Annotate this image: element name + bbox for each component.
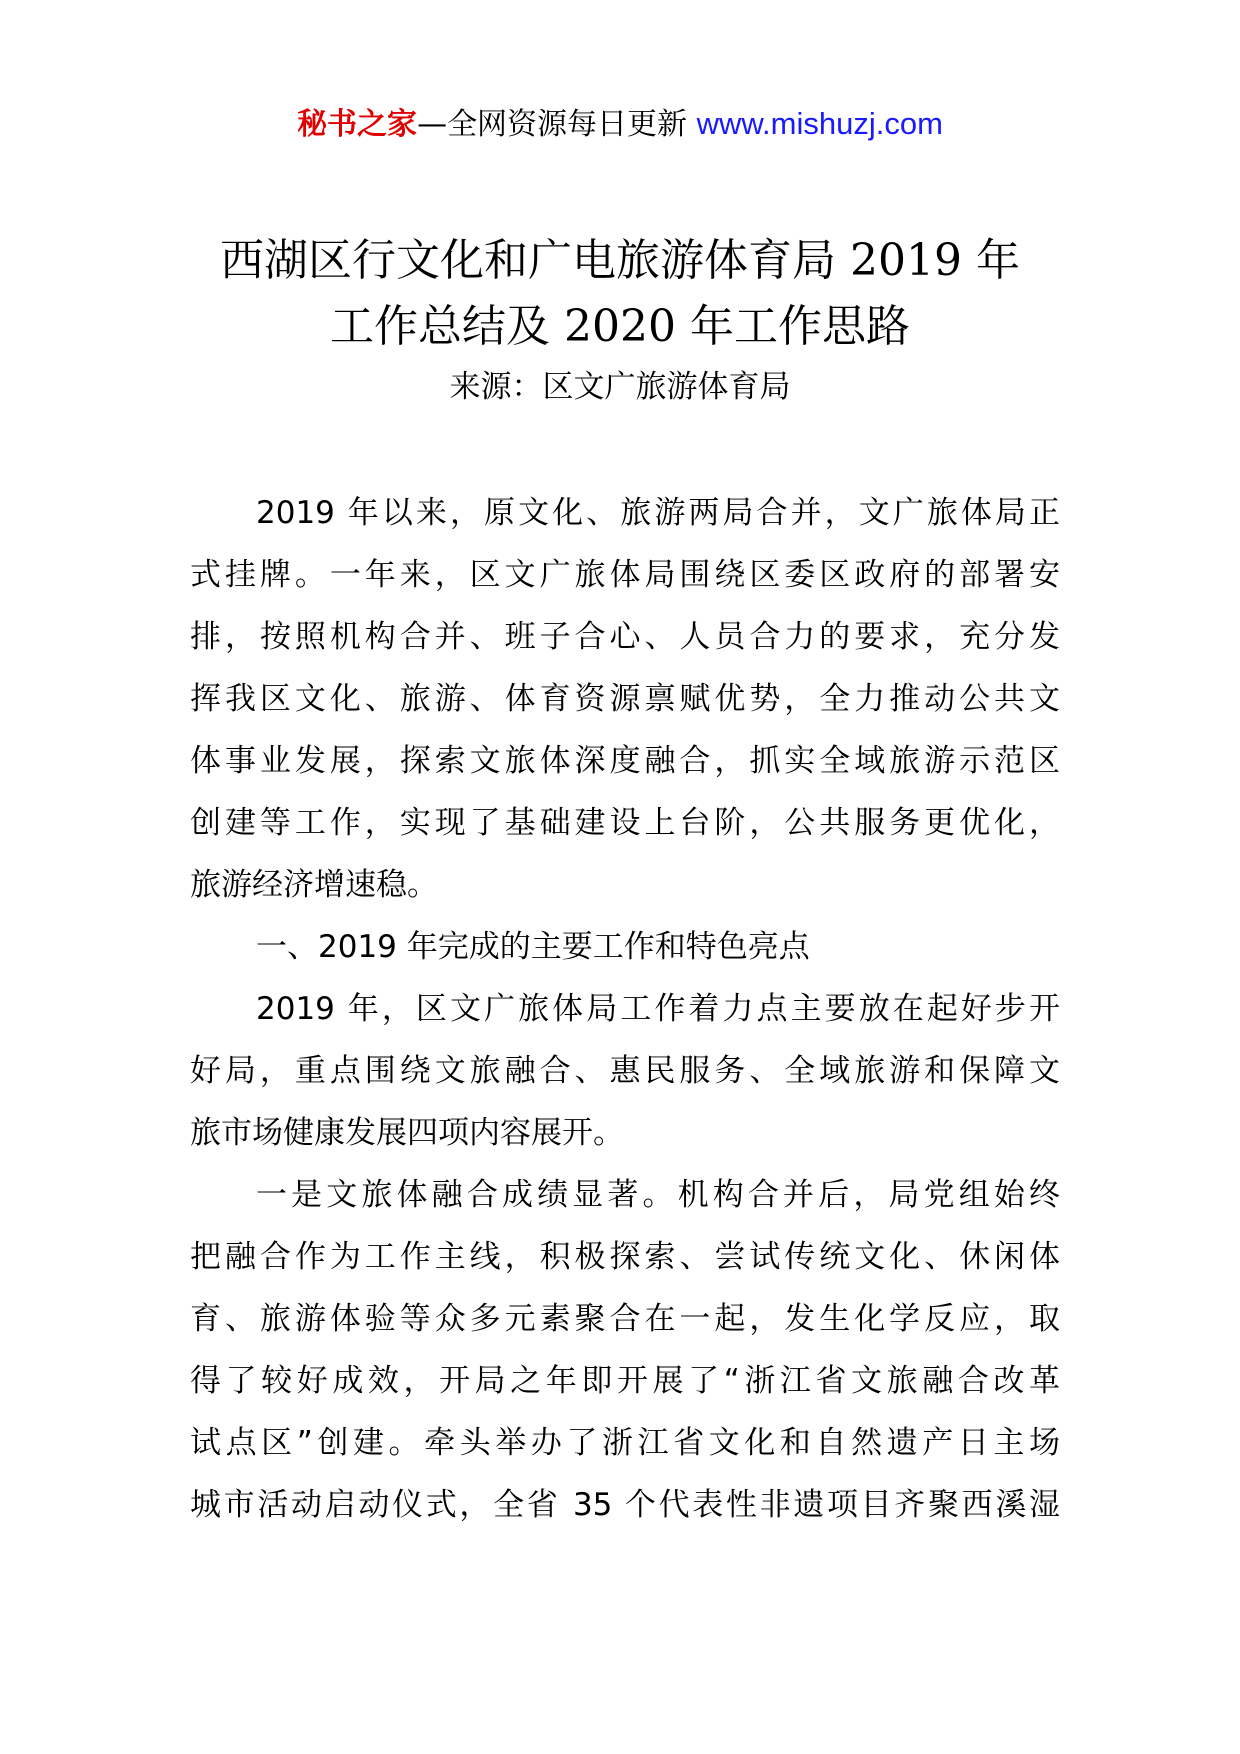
body-line: 创建等工作，实现了基础建设上台阶，公共服务更优化， [190, 805, 1060, 841]
body-line: 排，按照机构合并、班子合心、人员合力的要求，充分发 [190, 619, 1060, 655]
body-line: 旅游经济增速稳。 [190, 867, 438, 903]
document-title [170, 228, 1070, 360]
body-line: 2019 年以来，原文化、旅游两局合并，文广旅体局正 [256, 495, 1060, 531]
brand-name: 秘书之家 [297, 107, 418, 142]
body-line: 2019 年，区文广旅体局工作着力点主要放在起好步开 [256, 991, 1060, 1027]
body-line: 把融合作为工作主线，积极探索、尝试传统文化、休闲体 [190, 1239, 1060, 1275]
site-url-link[interactable]: www.mishuzj.com [696, 106, 943, 141]
body-line: 育、旅游体验等众多元素聚合在一起，发生化学反应，取 [190, 1301, 1060, 1337]
body-line: 好局，重点围绕文旅融合、惠民服务、全域旅游和保障文 [190, 1053, 1060, 1089]
document-body [190, 492, 1060, 1546]
body-line: 试点区”创建。牵头举办了浙江省文化和自然遗产日主场 [190, 1425, 1060, 1461]
body-line: 旅市场健康发展四项内容展开。 [190, 1115, 624, 1151]
body-line: 挥我区文化、旅游、体育资源禀赋优势，全力推动公共文 [190, 681, 1060, 717]
body-line: 一是文旅体融合成绩显著。机构合并后，局党组始终 [256, 1177, 1060, 1213]
section-heading: 一、2019 年完成的主要工作和特色亮点 [256, 929, 810, 965]
site-header [0, 104, 1240, 145]
document-source: 来源：区文广旅游体育局 [449, 369, 791, 405]
body-line: 体事业发展，探索文旅体深度融合，抓实全域旅游示范区 [190, 743, 1060, 779]
body-line: 城市活动启动仪式，全省 35 个代表性非遗项目齐聚西溪湿 [190, 1487, 1060, 1523]
title-line-1: 西湖区行文化和广电旅游体育局 2019 年 [220, 235, 1020, 286]
header-slogan: —全网资源每日更新 [417, 107, 697, 142]
body-line: 得了较好成效，开局之年即开展了“浙江省文旅融合改革 [190, 1363, 1060, 1399]
body-line: 式挂牌。一年来，区文广旅体局围绕区委区政府的部署安 [190, 557, 1060, 593]
title-line-2: 工作总结及 2020 年工作思路 [330, 301, 910, 352]
